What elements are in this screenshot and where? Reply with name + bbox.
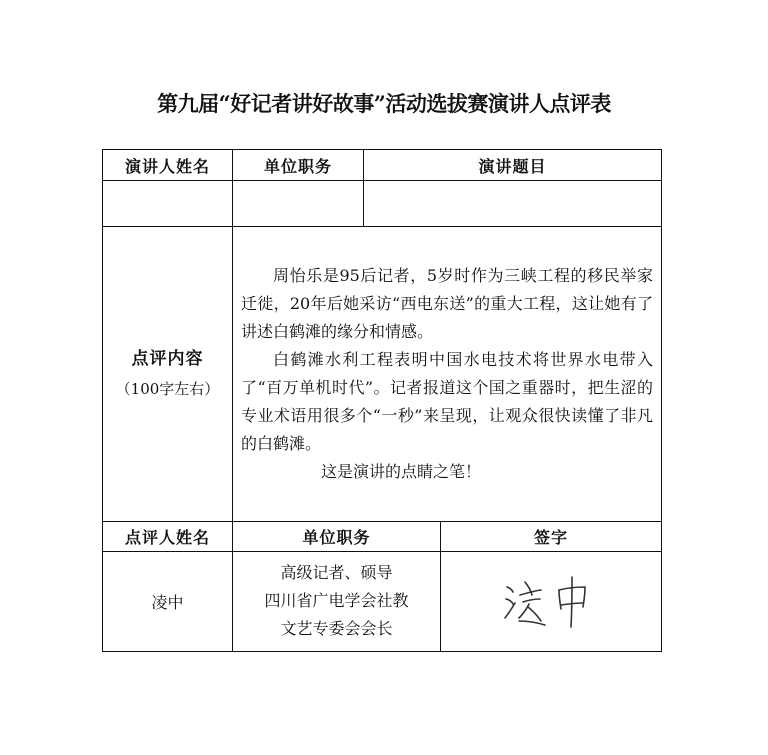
reviewer-role-line: 文艺专委会会长 [280,619,393,639]
speaker-header-row [103,150,662,181]
comment-paragraph: 周怡乐是95后记者，5岁时作为三峡工程的移民举家迁徙，20年后她采访“西电东送”的重大工程，这让她有了讲述白鹤滩的缘分和情感。 [241,265,654,341]
comment-paragraph: 这是演讲的点睛之笔！ [321,461,482,481]
reviewer-role-line: 四川省广电学会社教 [264,591,409,611]
page-title: 第九届“好记者讲好故事”活动选拔赛演讲人点评表 [157,91,611,116]
handwritten-signature [501,573,601,629]
speaker-name-field[interactable] [103,181,233,227]
comment-paragraph: 白鹤滩水利工程表明中国水电技术将世界水电带入了“百万单机时代”。记者报道这个国之重器时，把生涩的专业术语用很多个“一秒”来呈现，让观众很快读懂了非凡的白鹤滩。 [241,349,654,453]
comment-row [103,227,662,522]
speaker-topic-field[interactable] [364,181,662,227]
reviewer-unit-header: 单位职务 [233,521,441,551]
comment-text [241,262,653,486]
comment-label-cell [103,227,233,522]
reviewer-name-header: 点评人姓名 [103,521,233,551]
reviewer-role [233,551,441,651]
review-form-table [102,149,662,652]
speaker-value-row [103,181,662,227]
signature-cell [441,551,662,651]
comment-content [233,227,662,522]
reviewer-value-row [103,551,662,651]
speaker-name-header: 演讲人姓名 [103,150,233,181]
speaker-topic-header: 演讲题目 [364,150,662,181]
comment-label: 点评内容 [131,348,204,369]
reviewer-sign-header: 签字 [441,521,662,551]
speaker-unit-header: 单位职务 [233,150,364,181]
reviewer-name: 凌中 [103,551,233,651]
comment-sublabel: （100字左右） [115,379,220,398]
reviewer-header-row [103,521,662,551]
speaker-unit-field[interactable] [233,181,364,227]
reviewer-role-line: 高级记者、硕导 [280,563,393,583]
